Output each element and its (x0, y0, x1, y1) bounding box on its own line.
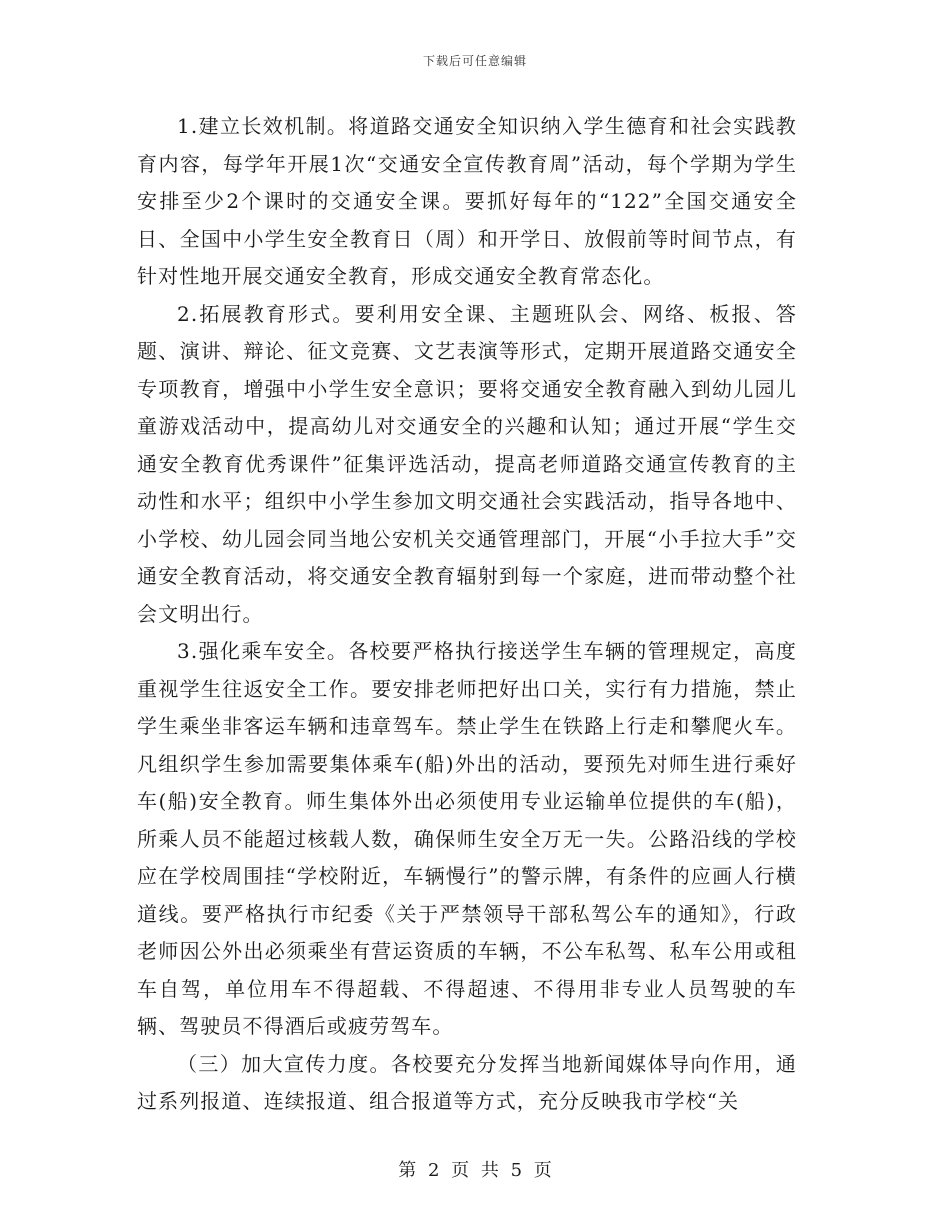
page-number-footer: 第 2 页 共 5 页 (398, 1160, 552, 1181)
document-body (137, 108, 797, 1121)
paragraph-education-forms: 2.拓展教育形式。要利用安全课、主题班队会、网络、板报、答题、演讲、辩论、征文竞赛、文艺表演等形式，定期开展道路交通安全专项教育，增强中小学生安全意识；要将交通安全教育融入到幼儿园儿童游戏活动中，提高幼儿对交通安全的兴趣和认知；通过开展“学生交通安全教育优秀课件”征集评选活动，提高老师道路交通宣传教育的主动性和水平；组织中小学生参加文明交通社会实践活动，指导各地中、小学校、幼儿园会同当地公安机关交通管理部门，开展“小手拉大手”交通安全教育活动，将交通安全教育辐射到每一个家庭，进而带动整个社会文明出行。 (137, 301, 797, 626)
paragraph-publicity: （三）加大宣传力度。各校要充分发挥当地新闻媒体导向作用，通过系列报道、连续报道、组合报道等方式，充分反映我市学校“关 (137, 1051, 797, 1113)
paragraph-ride-safety: 3.强化乘车安全。各校要严格执行接送学生车辆的管理规定，高度重视学生往返安全工作。要安排老师把好出口关，实行有力措施，禁止学生乘坐非客运车辆和违章驾车。禁止学生在铁路上行走和攀爬火车。凡组织学生参加需要集体乘车(船)外出的活动，要预先对师生进行乘好车(船)安全教育。师生集体外出必须使用专业运输单位提供的车(船)，所乘人员不能超过核载人数，确保师生安全万无一失。公路沿线的学校应在学校周围挂“学校附近，车辆慢行”的警示牌，有条件的应画人行横道线。要严格执行市纪委《关于严禁领导干部私驾公车的通知》，行政老师因公外出必须乘坐有营运资质的车辆，不公车私驾、私车公用或租车自驾，单位用车不得超载、不得超速、不得用非专业人员驾驶的车辆、驾驶员不得酒后或疲劳驾车。 (137, 639, 797, 1038)
paragraph-long-term-mechanism: 1.建立长效机制。将道路交通安全知识纳入学生德育和社会实践教育内容，每学年开展1次“交通安全宣传教育周”活动，每个学期为学生安排至少2个课时的交通安全课。要抓好每年的“122”全国交通安全日、全国中小学生安全教育日（周）和开学日、放假前等时间节点，有针对性地开展交通安全教育，形成交通安全教育常态化。 (137, 114, 797, 288)
page-header: 下载后可任意编辑 (422, 54, 527, 68)
